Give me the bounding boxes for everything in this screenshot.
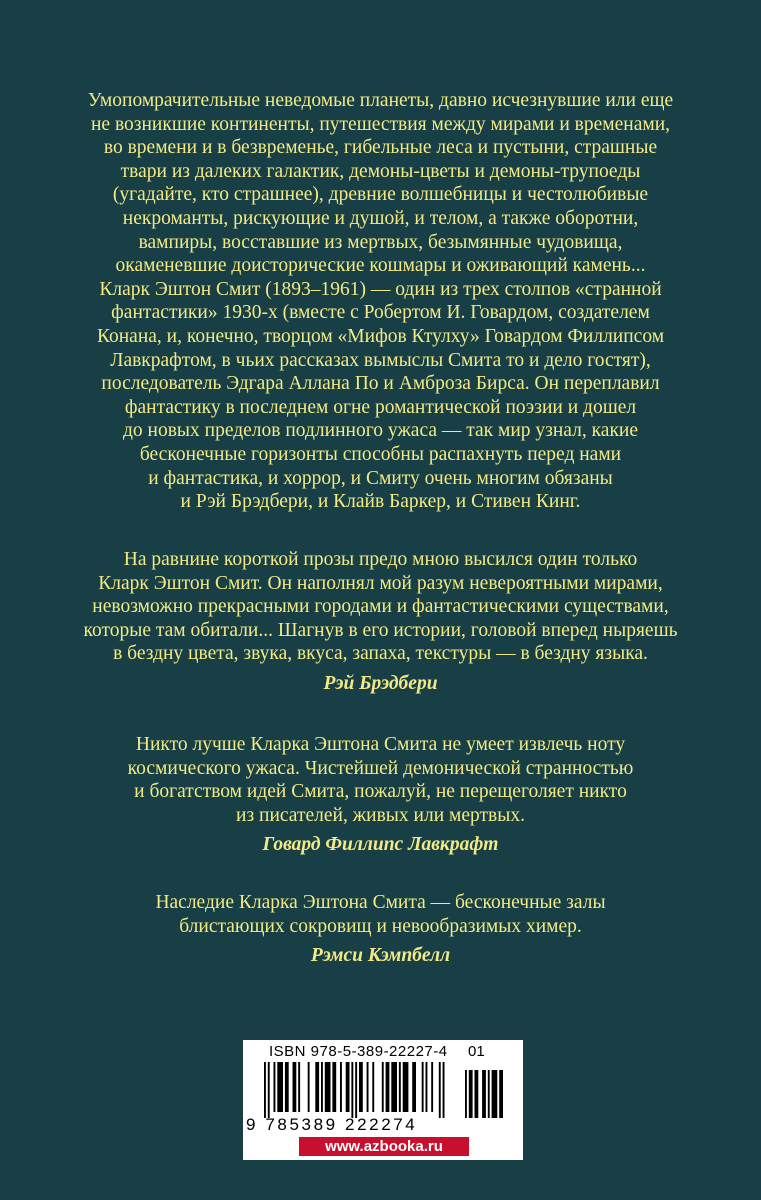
isbn-label: ISBN 978-5-389-22227-4 bbox=[269, 1043, 448, 1060]
isbn-barcode bbox=[243, 1040, 523, 1160]
annotation-line: во времени и в безвременье, гибельные леса и пустыни, страшные bbox=[103, 137, 658, 159]
annotation-line: вампиры, восставшие из мертвых, безымянные чудовища, bbox=[138, 231, 623, 253]
annotation-line: Умопомрачительные неведомые планеты, давно исчезнувшие или еще bbox=[87, 90, 674, 111]
quote-lovecraft bbox=[40, 733, 721, 857]
quote-line: невозможно прекрасными городами и фантастическими существами, bbox=[92, 596, 669, 618]
quote-line: На равнине короткой прозы предо мною высился один только bbox=[123, 549, 638, 570]
annotation-line: фантастики» 1930-х (вместе с Робертом И. Говардом, создателем bbox=[111, 302, 650, 324]
quote-line: в бездну цвета, звука, вкуса, запаха, текстуры — в бездну языка. bbox=[113, 643, 648, 665]
annotation-line: и фантастика, и хоррор, и Смиту очень многим обязаны bbox=[148, 467, 613, 489]
quote-author: Рэй Брэдбери bbox=[323, 672, 438, 694]
annotation-text bbox=[40, 89, 721, 514]
quote-line: космического ужаса. Чистейшей демонической странностью bbox=[127, 757, 634, 779]
annotation-line: Кларк Эштон Смит (1893–1961) — один из трех столпов «странной bbox=[99, 278, 662, 300]
quote-line: которые там обитали... Шагнув в его истории, головой вперед ныряешь bbox=[83, 619, 678, 641]
quote-line: Кларк Эштон Смит. Он наполнял мой разум невероятными мирами, bbox=[98, 572, 663, 594]
barcode-addon-number: 01 bbox=[468, 1043, 485, 1060]
quote-campbell bbox=[40, 891, 721, 968]
annotation-line: бесконечные горизонты способны распахнуть перед нами bbox=[139, 443, 622, 465]
barcode-addon-bars bbox=[465, 1070, 505, 1124]
annotation-line: (угадайте, кто страшнее), древние волшебницы и честолюбивые bbox=[112, 184, 649, 206]
quote-author: Рэмси Кэмпбелл bbox=[310, 945, 451, 967]
annotation-line: до новых пределов подлинного ужаса — так мир узнал, какие bbox=[122, 420, 639, 442]
annotation-line: некроманты, рискующие и душой, и телом, а также оборотни, bbox=[122, 207, 639, 229]
quote-line: Никто лучше Кларка Эштона Смита не умеет извлечь ноту bbox=[135, 734, 626, 755]
quote-line: Наследие Кларка Эштона Смита — бесконечные залы bbox=[155, 892, 606, 913]
annotation-line: твари из далеких галактик, демоны-цветы и демоны-трупоеды bbox=[120, 160, 641, 182]
quote-line: из писателей, живых или мертвых. bbox=[236, 804, 525, 826]
barcode-bars bbox=[264, 1062, 456, 1118]
annotation-line: окаменевшие доисторические кошмары и оживающий камень... bbox=[115, 255, 646, 277]
barcode-digits: 9 785389 222274 bbox=[246, 1115, 418, 1134]
publisher-website: www.azbooka.ru bbox=[299, 1137, 469, 1156]
annotation-line: последователь Эдгара Аллана По и Амброза Бирса. Он переплавил bbox=[101, 373, 660, 395]
quote-line: и богатством идей Смита, пожалуй, не перещеголяет никто bbox=[134, 781, 627, 803]
annotation-line: не возникшие континенты, путешествия между мирами и временами, bbox=[90, 113, 671, 135]
quote-author: Говард Филлипс Лавкрафт bbox=[262, 834, 499, 856]
annotation-line: Лавкрафтом, в чьих рассказах вымыслы Смита то и дело гостят), bbox=[110, 349, 651, 371]
annotation-line: и Рэй Брэдбери, и Клайв Баркер, и Стивен Кинг. bbox=[180, 491, 581, 513]
annotation-line: фантастику в последнем огне романтической поэзии и дошел bbox=[124, 396, 637, 418]
quote-line: блистающих сокровищ и невообразимых химер. bbox=[179, 915, 582, 937]
quote-bradbury bbox=[40, 548, 721, 696]
annotation-line: Конана, и, конечно, творцом «Мифов Ктулху» Говардом Филлипсом bbox=[96, 325, 665, 347]
